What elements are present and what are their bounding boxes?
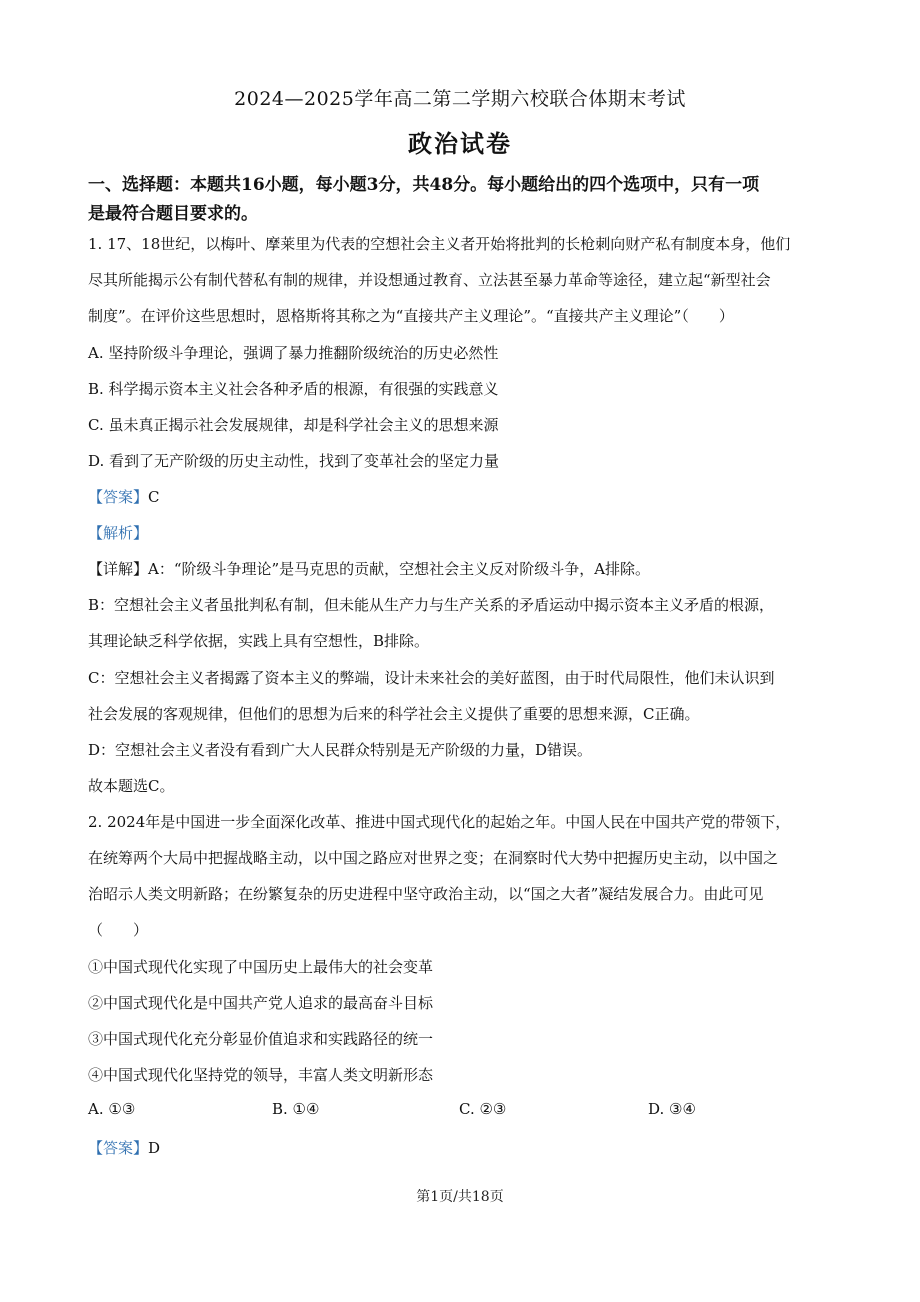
q2-stem-line: （ ） [88, 921, 149, 939]
q1-answer [88, 486, 838, 507]
answer-tag: 【答案】 [88, 488, 149, 506]
q2-stem-line: 治昭示人类文明新路；在纷繁复杂的历史进程中坚守政治主动，以“国之大者”凝结发展合力。由此可见 [88, 885, 764, 903]
exam-title: 2024—2025学年高二第二学期六校联合体期末考试 [234, 88, 686, 110]
q2-statement: ③中国式现代化充分彰显价值追求和实践路径的统一 [88, 1030, 434, 1048]
q2-choice-c: C. ②③ [459, 1100, 507, 1118]
q2-stem-line: 在统筹两个大局中把握战略主动，以中国之路应对世界之变；在洞察时代大势中把握历史主动，以中国之 [88, 849, 779, 867]
q2-statement: ④中国式现代化坚持党的领导，丰富人类文明新形态 [88, 1066, 434, 1084]
q2-stem-line: 2. 2024年是中国进一步全面深化改革、推进中国式现代化的起始之年。中国人民在中国共产党的带领下， [88, 813, 791, 831]
q1-detail-line: C：空想社会主义者揭露了资本主义的弊端，设计未来社会的美好蓝图，由于时代局限性，他们未认识到 [88, 669, 775, 687]
section-heading-line1: 一、选择题：本题共16小题，每小题3分，共48分。每小题给出的四个选项中，只有一项 [88, 175, 760, 195]
page-number: 第1页/共18页 [416, 1189, 504, 1205]
q1-option-c: C. 虽未真正揭示社会发展规律，却是科学社会主义的思想来源 [88, 416, 499, 434]
answer-tag: 【答案】 [88, 1139, 149, 1157]
q1-detail-line: 社会发展的客观规律，但他们的思想为后来的科学社会主义提供了重要的思想来源，C正确。 [88, 705, 700, 723]
detail-tag: 【详解】 [88, 560, 149, 578]
q1-stem-line: 1. 17、18世纪，以梅叶、摩莱里为代表的空想社会主义者开始将批判的长枪刺向财产私有制度本身，他们 [88, 235, 791, 253]
q1-analysis-tag: 【解析】 [88, 524, 149, 542]
q1-detail-line: 其理论缺乏科学依据，实践上具有空想性，B排除。 [88, 632, 430, 650]
q2-choice-a: A. ①③ [88, 1100, 136, 1118]
q2-answer [88, 1137, 838, 1158]
q1-detail-line: D：空想社会主义者没有看到广大人民群众特别是无产阶级的力量，D错误。 [88, 741, 593, 759]
q2-statement: ①中国式现代化实现了中国历史上最伟大的社会变革 [88, 958, 434, 976]
q1-stem-line: 尽其所能揭示公有制代替私有制的规律，并设想通过教育、立法甚至暴力革命等途径，建立起“新型社会 [88, 271, 771, 289]
q2-choice-d: D. ③④ [648, 1100, 696, 1118]
section-heading-line2: 是最符合题目要求的。 [88, 204, 258, 224]
subject-title: 政治试卷 [408, 129, 512, 158]
detail-text: A：“阶级斗争理论”是马克思的贡献，空想社会主义反对阶级斗争，A排除。 [148, 560, 651, 578]
answer-value: D [148, 1139, 161, 1157]
answer-value: C [148, 488, 160, 506]
q1-stem-line: 制度”。在评价这些思想时，恩格斯将其称之为“直接共产主义理论”。“直接共产主义理论”（ ） [88, 307, 734, 325]
q2-statement: ②中国式现代化是中国共产党人追求的最高奋斗目标 [88, 994, 434, 1012]
q1-option-d: D. 看到了无产阶级的历史主动性，找到了变革社会的坚定力量 [88, 452, 500, 470]
q1-detail-line: B：空想社会主义者虽批判私有制，但未能从生产力与生产关系的矛盾运动中揭示资本主义矛盾的根源， [88, 596, 775, 614]
q1-option-b: B. 科学揭示资本主义社会各种矛盾的根源，有很强的实践意义 [88, 380, 499, 398]
q1-conclusion: 故本题选C。 [88, 777, 175, 795]
q1-detail-line [88, 558, 838, 579]
q1-option-a: A. 坚持阶级斗争理论，强调了暴力推翻阶级统治的历史必然性 [88, 344, 499, 362]
q2-choice-b: B. ①④ [272, 1100, 320, 1118]
